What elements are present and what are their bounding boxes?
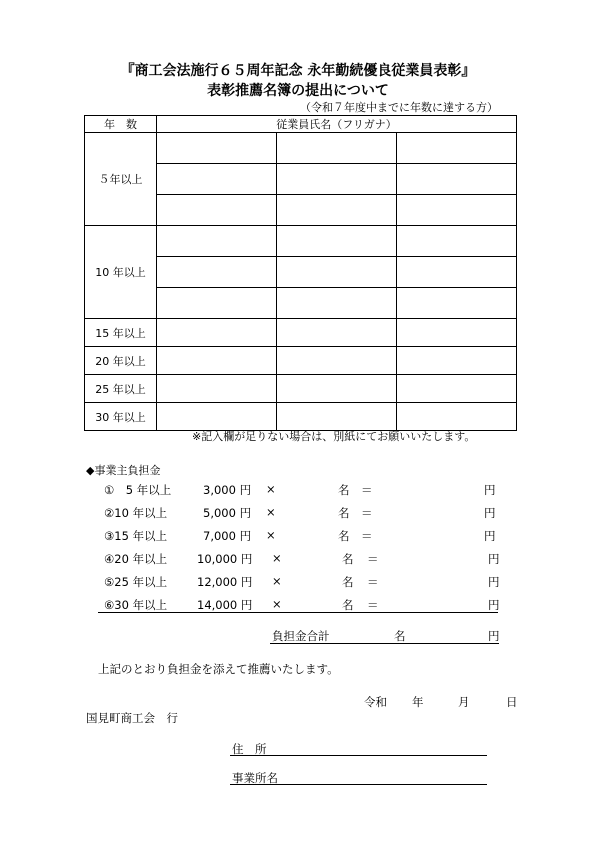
table-row [85, 226, 517, 257]
fee-amount: 5,000 円 [203, 506, 252, 520]
equals-sign: ＝ [367, 575, 379, 589]
multiply-sign: × [272, 551, 282, 565]
group-label-30-years: 30 年以上 [85, 403, 157, 431]
group-label-10-years: 10 年以上 [85, 226, 157, 319]
fee-amount: 7,000 円 [203, 529, 252, 543]
name-cell[interactable] [397, 133, 517, 164]
name-cell[interactable] [397, 288, 517, 319]
equals-sign: ＝ [361, 506, 373, 520]
fee-amount: 12,000 円 [197, 575, 253, 589]
total-amount-unit: 円 [488, 629, 500, 643]
fees-heading: ◆事業主負担金 [86, 464, 161, 477]
multiply-sign: × [266, 482, 276, 496]
equals-sign: ＝ [361, 483, 373, 497]
name-cell[interactable] [277, 347, 397, 375]
count-unit: 名 [342, 598, 354, 612]
recommendation-roster-table [84, 115, 517, 431]
date-year-label: 年 [412, 695, 424, 709]
total-unit: 円 [488, 552, 500, 566]
multiply-sign: × [272, 597, 282, 611]
name-cell[interactable] [277, 226, 397, 257]
count-unit: 名 [338, 506, 350, 520]
total-unit: 円 [484, 506, 496, 520]
fee-label: ③15 年以上 [104, 529, 168, 543]
name-cell[interactable] [397, 226, 517, 257]
name-cell[interactable] [397, 319, 517, 347]
addressee: 国見町商工会 行 [86, 711, 178, 725]
table-row [85, 133, 517, 164]
name-cell[interactable] [277, 288, 397, 319]
address-field[interactable] [230, 755, 487, 756]
total-unit: 円 [488, 598, 500, 612]
fee-label: ① 5 年以上 [104, 483, 172, 497]
total-label: 負担金合計 [272, 629, 330, 643]
name-cell[interactable] [277, 133, 397, 164]
recommendation-statement: 上記のとおり負担金を添えて推薦いたします。 [98, 662, 339, 676]
table-row [85, 375, 517, 403]
header-years: 年 数 [85, 116, 157, 133]
total-underline [270, 643, 499, 644]
name-cell[interactable] [157, 403, 277, 431]
document-subtitle: 表彰推薦名簿の提出について [207, 83, 389, 99]
header-employee-names: 従業員氏名（フリガナ） [157, 116, 517, 133]
table-footnote: ※記入欄が足りない場合は、別紙にてお願いいたします。 [192, 430, 476, 443]
eligibility-note: （令和７年度中までに年数に達する方） [300, 101, 498, 114]
name-cell[interactable] [277, 375, 397, 403]
name-cell[interactable] [157, 319, 277, 347]
name-cell[interactable] [157, 375, 277, 403]
group-label-5-years: ５年以上 [85, 133, 157, 226]
fee-label: ⑥30 年以上 [104, 598, 168, 612]
fee-label: ②10 年以上 [104, 506, 168, 520]
name-cell[interactable] [157, 133, 277, 164]
name-cell[interactable] [397, 164, 517, 195]
equals-sign: ＝ [367, 552, 379, 566]
multiply-sign: × [272, 574, 282, 588]
name-cell[interactable] [157, 195, 277, 226]
document-title: 『商工会法施行６５周年記念 永年勤続優良従業員表彰』 [120, 63, 476, 79]
fee-label: ④20 年以上 [104, 552, 168, 566]
name-cell[interactable] [397, 403, 517, 431]
address-label: 住 所 [232, 742, 267, 756]
name-cell[interactable] [157, 164, 277, 195]
name-cell[interactable] [397, 195, 517, 226]
total-count-unit: 名 [394, 629, 406, 643]
name-cell[interactable] [157, 288, 277, 319]
name-cell[interactable] [277, 319, 397, 347]
name-cell[interactable] [397, 347, 517, 375]
name-cell[interactable] [277, 164, 397, 195]
date-day-label: 日 [506, 695, 518, 709]
name-cell[interactable] [277, 403, 397, 431]
office-name-field[interactable] [230, 784, 487, 785]
count-unit: 名 [342, 575, 354, 589]
table-row [85, 403, 517, 431]
multiply-sign: × [266, 505, 276, 519]
multiply-sign: × [266, 528, 276, 542]
table-row [85, 319, 517, 347]
fee-amount: 3,000 円 [203, 483, 252, 497]
total-unit: 円 [484, 529, 496, 543]
office-name-label: 事業所名 [232, 771, 278, 785]
equals-sign: ＝ [361, 529, 373, 543]
table-header-row [85, 116, 517, 133]
count-unit: 名 [338, 483, 350, 497]
name-cell[interactable] [277, 257, 397, 288]
fee-amount: 10,000 円 [197, 552, 253, 566]
name-cell[interactable] [397, 257, 517, 288]
equals-sign: ＝ [367, 598, 379, 612]
date-era: 令和 [364, 695, 387, 709]
name-cell[interactable] [157, 257, 277, 288]
name-cell[interactable] [277, 195, 397, 226]
fee-table-underline [98, 612, 498, 613]
total-unit: 円 [488, 575, 500, 589]
count-unit: 名 [338, 529, 350, 543]
date-month-label: 月 [458, 695, 470, 709]
group-label-20-years: 20 年以上 [85, 347, 157, 375]
count-unit: 名 [342, 552, 354, 566]
name-cell[interactable] [157, 347, 277, 375]
name-cell[interactable] [397, 375, 517, 403]
group-label-25-years: 25 年以上 [85, 375, 157, 403]
group-label-15-years: 15 年以上 [85, 319, 157, 347]
fee-label: ⑤25 年以上 [104, 575, 168, 589]
fee-amount: 14,000 円 [197, 598, 253, 612]
table-row [85, 347, 517, 375]
name-cell[interactable] [157, 226, 277, 257]
total-unit: 円 [484, 483, 496, 497]
